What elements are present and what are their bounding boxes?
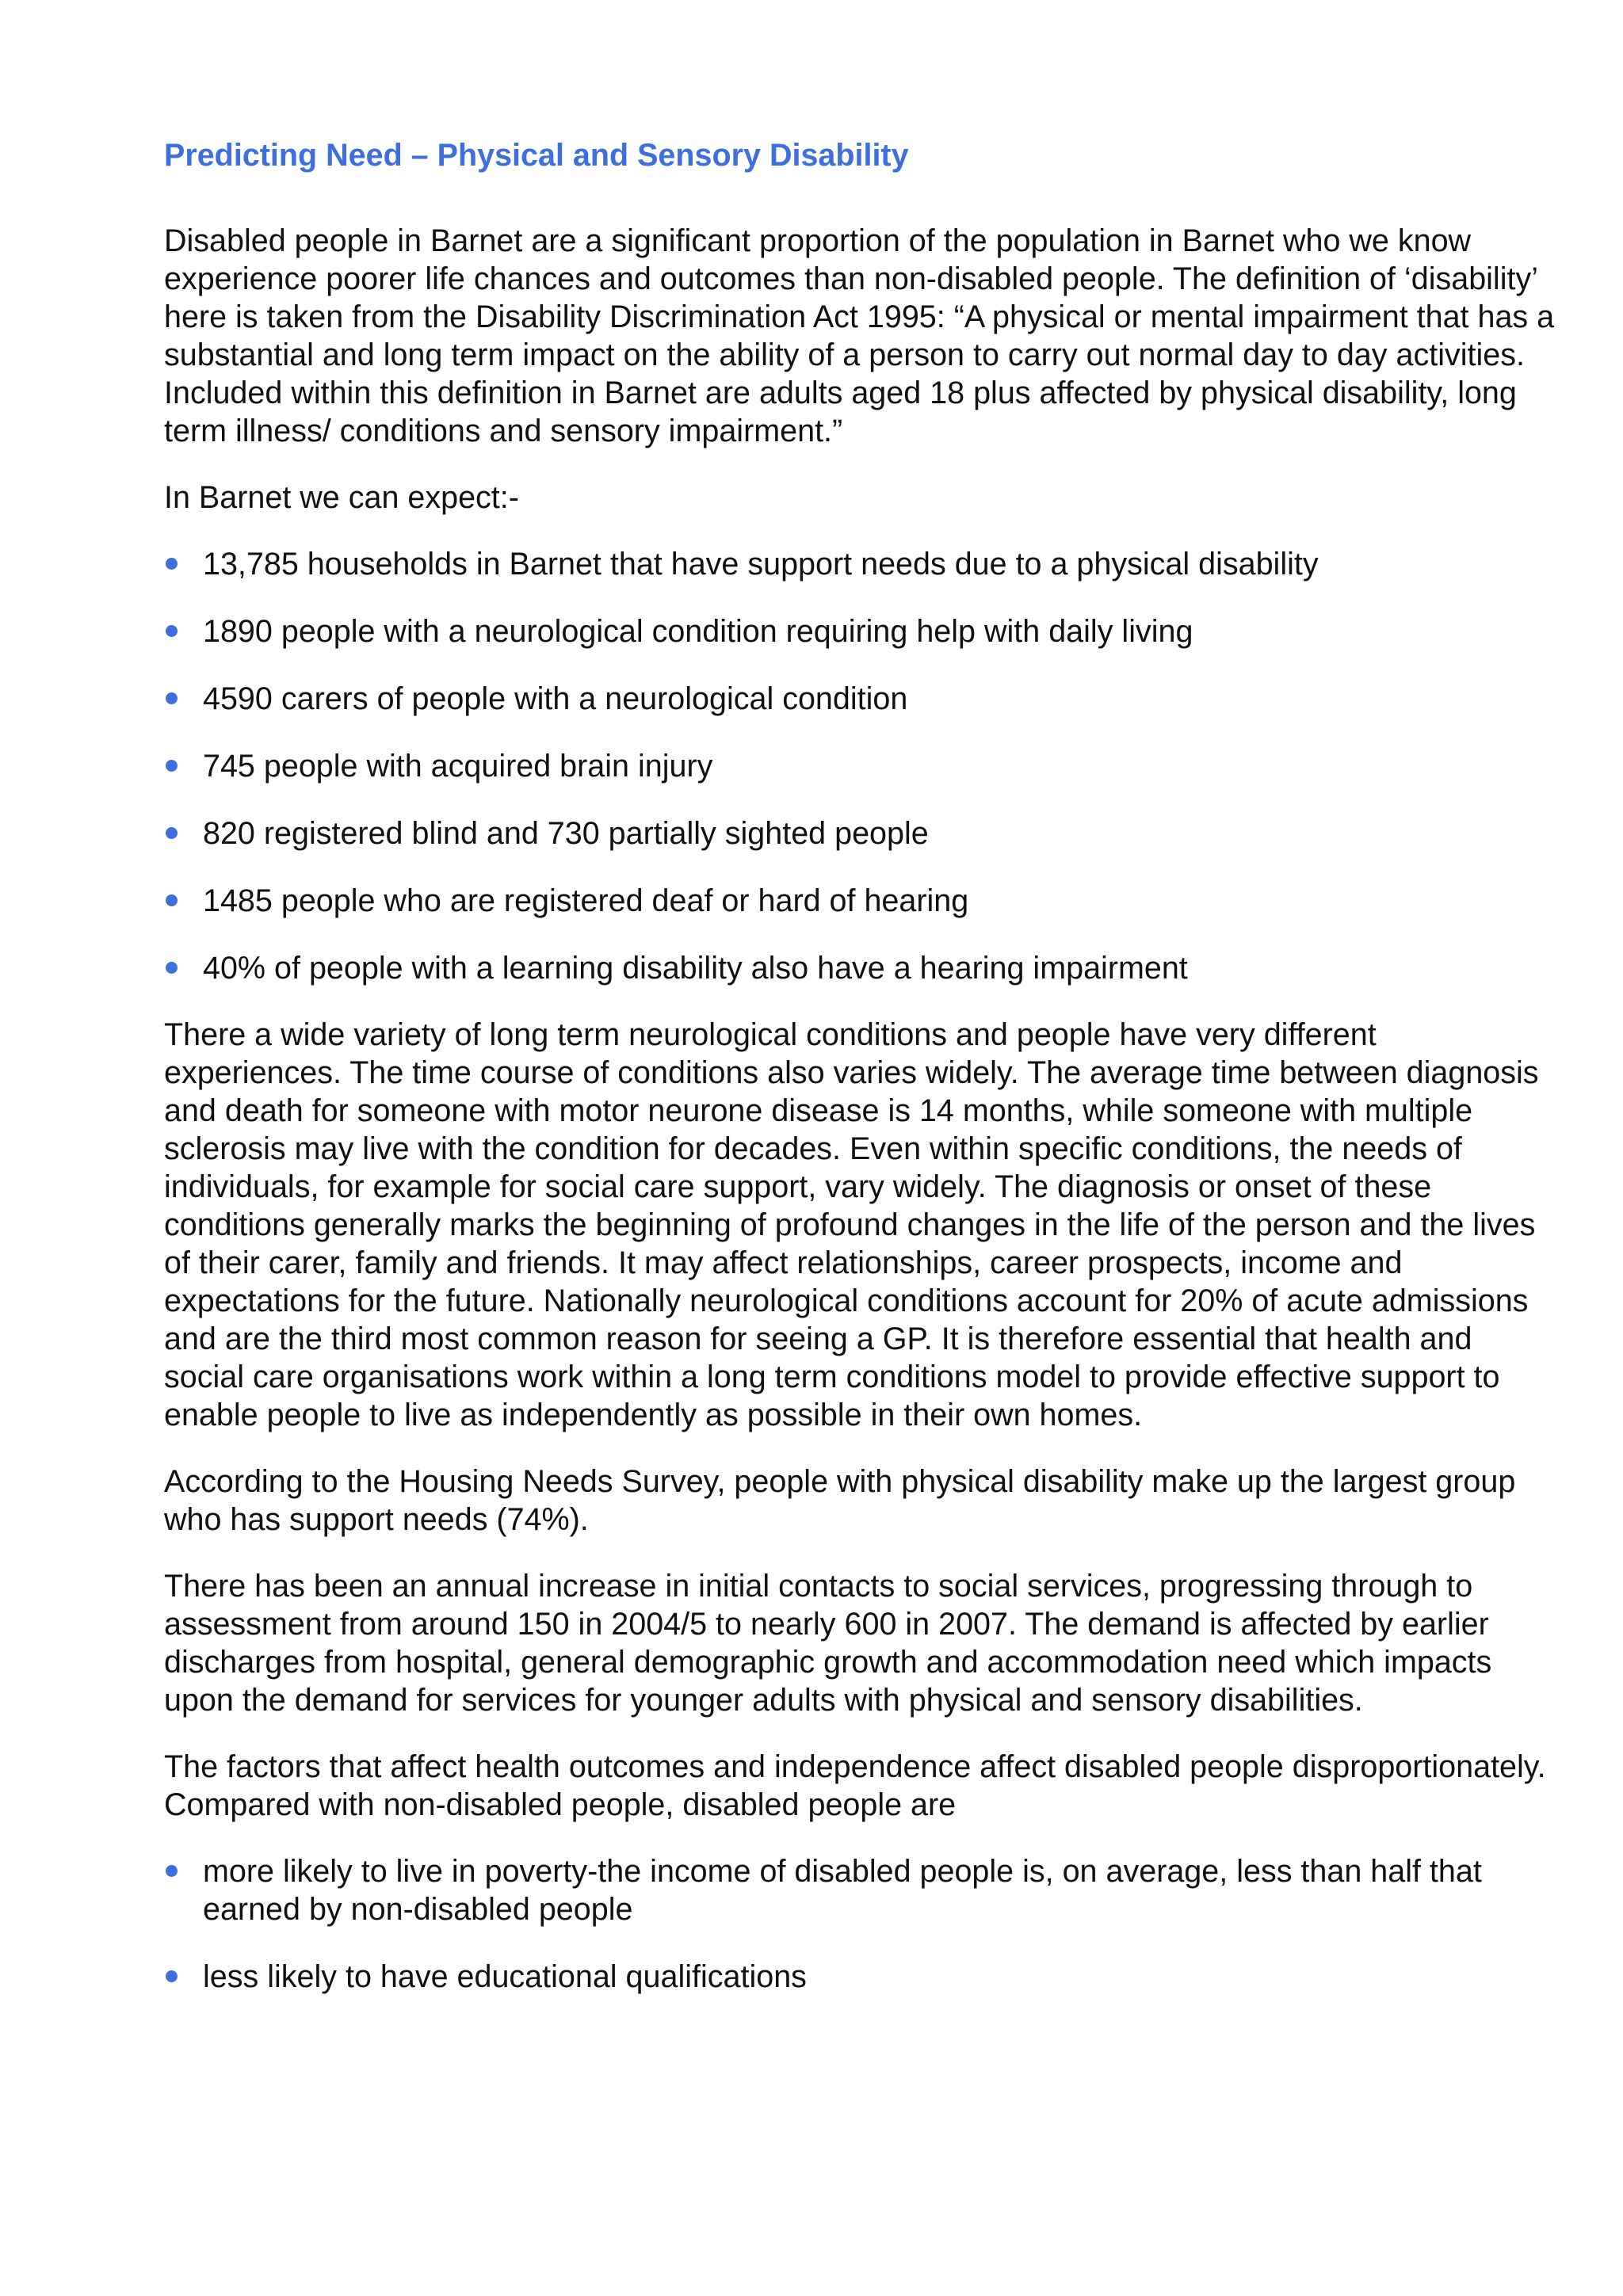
list-item [164,545,1559,583]
list-item [164,1852,1559,1928]
list-item-text: more likely to live in poverty-the income of disabled people is, on average, less than half that earned by non-disabled people [203,1854,1482,1927]
list-item-text: less likely to have educational qualifications [203,1959,807,1994]
bullet-icon [166,760,178,772]
document-body [164,136,1559,2024]
bullet-icon [166,827,178,839]
expect-lead-in: In Barnet we can expect:- [164,480,519,515]
intro-paragraph: Disabled people in Barnet are a significant proportion of the population in Barnet who we know experience poorer life chances and outcomes than non-disabled people. The definition of ‘disability’ here is taken from the Disability Discrimination Act 1995: “A physical or mental impairment that has a substantial and long term impact on the ability of a person to carry out normal day to day activities. Included within this definition in Barnet are adults aged 18 plus affected by physical disability, long term illness/ conditions and sensory impairment.” [164,223,1555,448]
list-item-text: 1485 people who are registered deaf or hard of hearing [203,883,969,918]
bullet-icon [166,894,178,906]
list-item [164,949,1559,987]
bullet-icon [166,692,178,704]
bullet-icon [166,558,178,570]
list-item-text: 1890 people with a neurological condition requiring help with daily living [203,614,1193,649]
list-item [164,612,1559,650]
list-item-text: 820 registered blind and 730 partially sighted people [203,816,929,851]
housing-survey-paragraph: According to the Housing Needs Survey, people with physical disability make up the largest group who has support needs (74%). [164,1464,1516,1537]
list-item [164,882,1559,920]
list-item-text: 13,785 households in Barnet that have support needs due to a physical disability [203,547,1319,582]
list-item-text: 745 people with acquired brain injury [203,749,713,784]
contacts-paragraph: There has been an annual increase in initial contacts to social services, progressing through to assessment from around 150 in 2004/5 to nearly 600 in 2007. The demand is affected by earlier discharges from hospital, general demographic growth and accommodation need which impacts upon the demand for services for younger adults with physical and sensory disabilities. [164,1569,1492,1718]
list-item-text: 40% of people with a learning disability also have a hearing impairment [203,951,1188,986]
bullet-icon [166,625,178,637]
factors-paragraph: The factors that affect health outcomes and independence affect disabled people disproportionately. Compared with non-disabled people, disabled people are [164,1749,1546,1822]
bullet-icon [166,1970,178,1982]
expect-list [164,545,1559,987]
section-heading: Predicting Need – Physical and Sensory Disability [164,138,909,173]
list-item [164,747,1559,785]
bullet-icon [166,962,178,974]
list-item [164,814,1559,852]
list-item [164,1958,1559,1996]
list-item-text: 4590 carers of people with a neurological condition [203,681,908,716]
compared-list [164,1852,1559,1996]
list-item [164,680,1559,718]
neurological-paragraph: There a wide variety of long term neurological conditions and people have very different experiences. The time course of conditions also varies widely. The average time between diagnosis and death for someone with motor neurone disease is 14 months, while someone with multiple sclerosis may live with the condition for decades. Even within specific conditions, the needs of individuals, for example for social care support, vary widely. The diagnosis or onset of these conditions generally marks the beginning of profound changes in the life of the person and the lives of their carer, family and friends. It may affect relationships, career prospects, income and expectations for the future. Nationally neurological conditions account for 20% of acute admissions and are the third most common reason for seeing a GP. It is therefore essential that health and social care organisations work within a long term conditions model to provide effective support to enable people to live as independently as possible in their own homes. [164,1017,1539,1432]
bullet-icon [166,1865,178,1877]
